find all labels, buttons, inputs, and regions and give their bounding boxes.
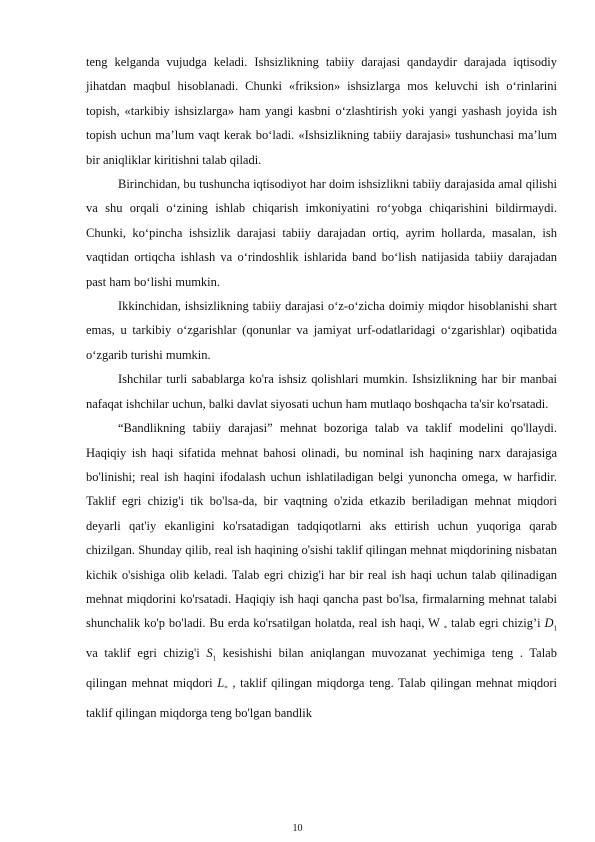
paragraph-5-text-e: , taklif qilingan miqdorga teng. Talab qilingan mehnat miqdori taklif qilingan miqdorga teng bo'lgan bandlik <box>86 676 558 721</box>
paragraph-5 <box>86 416 557 725</box>
paragraph-5-text-c: va taklif egri chizig'i <box>86 646 200 661</box>
demand-curve-symbol: D <box>544 616 554 631</box>
paragraph-2: Birinchidan, bu tushuncha iqtisodiyot har doim ishsizlikni tabiiy darajasida amal qilishi va shu orqali o‘zining ishlab chiqarish imkoniyatini ro‘yobga chiqarishini bildirmaydi. Chunki, ko‘pincha ishsizlik darajasi tabiiy darajadan ortiq, ayrim hollarda, masalan, ish vaqtidan ortiqcha ishlash va o‘rindoshlik ishlarida band bo‘lish natijasida tabiiy darajadan past ham bo‘lishi mumkin. <box>86 177 557 289</box>
supply-curve-symbol: S <box>206 646 213 661</box>
document-page <box>86 50 557 725</box>
labor-quantity-symbol: L <box>217 676 225 691</box>
paragraph-5-text-d: kesishishi bilan aniqlangan muvozanat yechimiga teng . Talab qilingan mehnat miqdori <box>86 646 557 691</box>
paragraph-4: Ishchilar turli sabablarga ko'ra ishsiz qolishlari mumkin. Ishsizlikning har bir manbai nafaqat ishchilar uchun, balki davlat siyosati uchun ham mutlaqo boshqacha ta'sir ko'rsatadi. <box>86 372 557 411</box>
page-number: 10 <box>292 823 303 834</box>
labor-quantity-subscript: * <box>224 684 228 693</box>
paragraph-5-text-b: talab egri chizig’i <box>450 616 541 631</box>
paragraph-5-text-a: “Bandlikning tabiiy darajasi” mehnat bozoriga talab va taklif modelini qo'llaydi. Haqiqiy ish haqi sifatida mehnat bahosi olinadi, bu nominal ish haqining narx darajasiga bo'linishi; real ish haqini ifodalash uchun ishlatiladigan belgi yunoncha omega, w harfidir. Taklif egri chizig'i tik bo'lsa-da, bir vaqtning o'zida etkazib beriladigan mehnat miqdori deyarli qat'iy ekanligini ko'rsatadigan tadqiqotlarni aks ettirish uchun yuqoriga qarab chizilgan. Shunday qilib, real ish haqining o'sishi taklif qilingan mehnat miqdorining nisbatan kichik o'sishiga olib keladi. Talab egri chizig'i har bir real ish haqi uchun talab qilinadigan mehnat miqdorini ko'rsatadi. Haqiqiy ish haqi qancha past bo'lsa, firmalarning mehnat talabi shunchalik ko'p bo'ladi. Bu erda ko'rsatilgan holatda, real ish haqi, W <box>86 421 557 631</box>
paragraph-3: Ikkinchidan, ishsizlikning tabiiy darajasi o‘z-o‘zicha doimiy miqdor hisoblanishi shart emas, u tarkibiy o‘zgarishlar (qonunlar va jamiyat urf-odatlaridagi o‘zgarishlar) oqibatida o‘zgarib turishi mumkin. <box>86 299 557 362</box>
paragraph-1: teng kelganda vujudga keladi. Ishsizlikning tabiiy darajasi qandaydir darajada iqtisodiy jihatdan maqbul hisoblanadi. Chunki «friksion» ishsizlarga mos keluvchi ish o‘rinlarini topish, «tarkibiy ishsizlarga» ham yangi kasbni o‘zlashtirish yoki yangi yashash joyida ish topish uchun ma’lum vaqt kerak bo‘ladi. «Ishsizlikning tabiiy darajasi» tushunchasi ma’lum bir aniqliklar kiritishni talab qiladi. <box>86 55 557 167</box>
demand-curve-subscript: 1 <box>553 624 558 633</box>
w-subscript: * <box>443 624 448 633</box>
supply-curve-subscript: 1 <box>212 654 217 663</box>
